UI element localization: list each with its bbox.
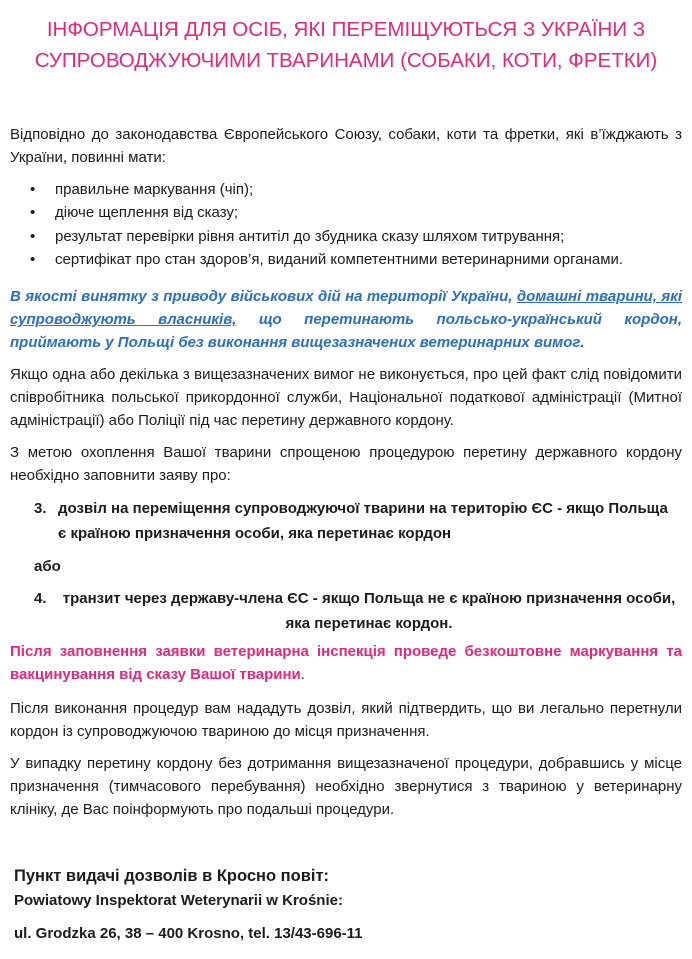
list-item: • правильне маркування (чіп); <box>30 178 623 201</box>
aim-paragraph: З метою охоплення Вашої тварини спрощеною процедурою перетину державного кордону необхідно заповнити заяву про: <box>10 444 682 484</box>
option-number: 3. <box>34 500 47 517</box>
exception-text-end: що перетинають польсько-український кордон, приймають у Польщі без виконання вищезазначених ветеринарних вимог. <box>10 311 682 351</box>
footer-address: ul. Grodzka 26, 38 – 400 Krosno, tel. 13/43-696-11 <box>14 925 363 942</box>
option-3 <box>34 496 680 546</box>
exception-underlined-text: домашні тварини, які супроводжують власників, <box>10 288 682 328</box>
list-item: • сертифікат про стан здоров’я, виданий компетентними ветеринарними органами. <box>30 248 623 271</box>
requirements-list <box>30 178 623 271</box>
option-text: дозвіл на переміщення супроводжуючої тварини на територію ЄС - якщо Польща є країною призначення особи, яка перетинає кордон <box>58 500 668 542</box>
inspection-period: . <box>300 666 305 683</box>
inspection-paragraph <box>10 640 682 686</box>
option-4 <box>34 586 680 636</box>
option-text: транзит через державу-члена ЄС - якщо Польща не є країною призначення особи, яка перетинає кордон. <box>62 590 676 632</box>
inspection-text: Після заповнення заявки ветеринарна інспекція проведе безкоштовне маркування та вакцинування від сказу Вашої тварини <box>10 643 682 683</box>
violation-paragraph: У випадку перетину кордону без дотримання вищезазначеної процедури, добравшись у місце призначення (тимчасового перебування) необхідно звернутися з твариною у ветеринарну клініку, де Вас поінформують про подальші процедури. <box>10 755 682 818</box>
exception-text: В якості винятку з приводу військових дій на території України, <box>10 288 517 305</box>
footer-heading: Пункт видачі дозволів в Кросно повіт: <box>14 867 330 885</box>
footer-office: Powiatowy Inspektorat Weterynarii w Krośnie: <box>14 892 343 909</box>
list-item: • результат перевірки рівня антитіл до збудника сказу шляхом титрування; <box>30 225 623 248</box>
intro-paragraph: Відповідно до законодавства Європейського Союзу, собаки, коти та фретки, які в’їжджають з України, повинні мати: <box>10 126 682 166</box>
option-number: 4. <box>34 590 47 607</box>
list-item: • діюче щеплення від сказу; <box>30 201 623 224</box>
or-label: або <box>34 558 61 575</box>
notify-paragraph: Якщо одна або декілька з вищезазначених вимог не виконується, про цей факт слід повідомити співробітника польської прикордонної служби, Національної податкової адміністрації (Митної адміністрації) або Поліції під час перетину державного кордону. <box>10 366 682 429</box>
page-title: ІНФОРМАЦІЯ ДЛЯ ОСІБ, ЯКІ ПЕРЕМІЩУЮТЬСЯ З УКРАЇНИ З СУПРОВОДЖУЮЧИМИ ТВАРИНАМИ (СОБАКИ, КОТИ, ФРЕТКИ) <box>34 18 658 72</box>
permit-paragraph: Після виконання процедур вам нададуть дозвіл, який підтвердить, що ви легально перетнули кордон із супроводжуючою твариною до місця призначення. <box>10 700 682 740</box>
exception-paragraph <box>10 285 682 354</box>
